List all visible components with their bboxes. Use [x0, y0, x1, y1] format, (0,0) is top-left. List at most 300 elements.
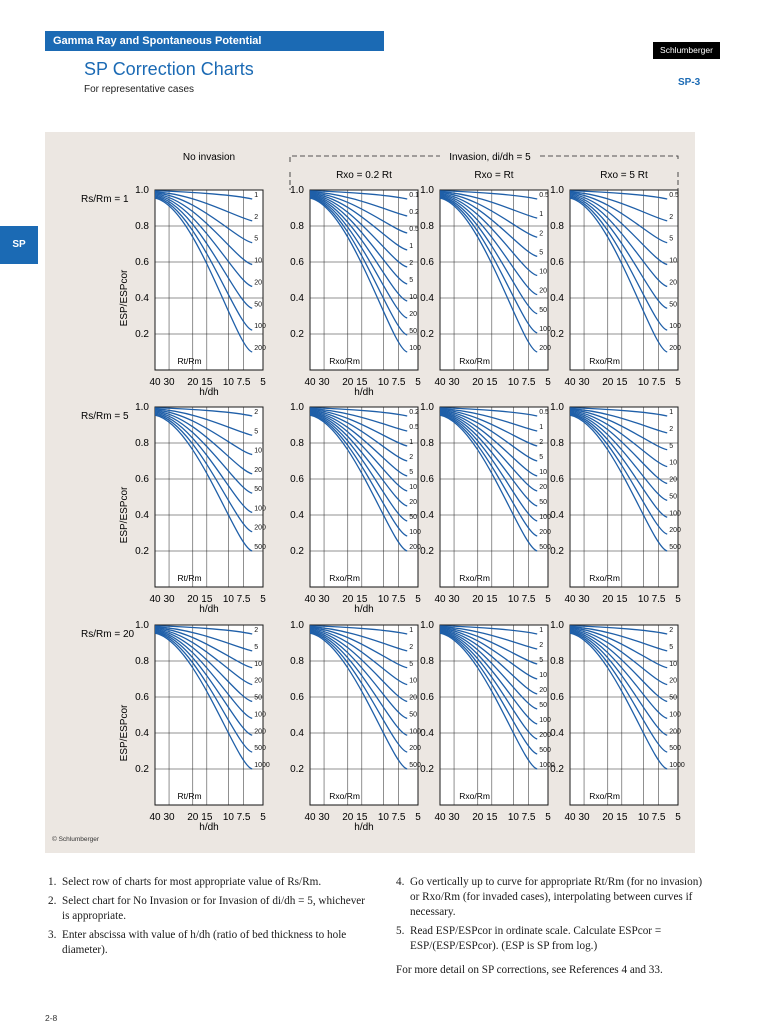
y-tick-label: 0.2	[135, 764, 149, 775]
instruction-text: Read ESP/ESPcor in ordinate scale. Calculate ESPcor = ESP/(ESP/ESPcor). (ESP is SP from log.)	[410, 925, 662, 952]
x-axis-label: h/dh	[199, 822, 219, 833]
curve-label: 50	[669, 493, 677, 501]
y-tick-label: 0.4	[135, 510, 149, 521]
curve-label: 10	[409, 484, 417, 491]
curve-label: 20	[409, 311, 417, 318]
curve-label: 5	[409, 469, 414, 476]
x-tick-label: 10	[222, 812, 235, 823]
parameter-label: Rxo/Rm	[329, 356, 360, 366]
x-tick-label: 40	[149, 812, 161, 823]
x-tick-label: 7.5	[651, 594, 666, 605]
curve-label: 20	[409, 694, 417, 702]
y-tick-label: 0.4	[420, 510, 434, 521]
chart-frame	[310, 190, 418, 370]
curve-label: 5	[254, 428, 259, 436]
page-title: SP Correction Charts	[84, 59, 254, 79]
curve-label: 50	[669, 694, 677, 702]
curve-label: 1	[669, 409, 674, 416]
x-axis-label: h/dh	[199, 387, 219, 398]
x-tick-label: 7.5	[236, 812, 251, 823]
curve-label: 5	[539, 249, 544, 257]
y-tick-label: 0.6	[420, 474, 434, 485]
x-tick-label: 20	[342, 812, 354, 823]
row-label: Rs/Rm = 1	[81, 194, 129, 205]
x-tick-label: 40	[304, 812, 316, 823]
curve-label: 100	[539, 514, 551, 521]
curve-label: 5	[409, 277, 414, 284]
curve-label: 200	[539, 732, 551, 739]
curve-label: 100	[409, 345, 421, 352]
curve-label: 20	[539, 484, 547, 491]
curve-label: 2	[539, 642, 544, 649]
x-tick-label: 7.5	[521, 812, 536, 823]
x-tick-label: 5	[415, 812, 421, 823]
y-tick-label: 1.0	[550, 620, 564, 631]
x-tick-label: 7.5	[521, 377, 536, 388]
curve-label: 10	[254, 660, 262, 668]
x-tick-label: 15	[201, 812, 213, 823]
x-tick-label: 7.5	[391, 377, 406, 388]
y-axis-label: ESP/ESPcor	[119, 269, 130, 327]
x-tick-label: 30	[448, 812, 460, 823]
x-tick-label: 20	[472, 377, 484, 388]
curve-label: 0.2	[409, 209, 419, 216]
y-tick-label: 0.8	[420, 438, 434, 449]
curve-label: 2	[254, 213, 259, 221]
y-tick-label: 1.0	[550, 185, 564, 196]
curve-label: 50	[254, 694, 262, 702]
curve-label: 500	[539, 544, 551, 551]
instruction-text: Select row of charts for most appropriate value of Rs/Rm.	[62, 876, 322, 888]
y-tick-label: 1.0	[420, 402, 434, 413]
y-tick-label: 0.6	[290, 692, 304, 703]
y-tick-label: 0.2	[290, 329, 304, 340]
curve-label: 100	[669, 510, 681, 518]
x-tick-label: 20	[602, 594, 614, 605]
x-tick-label: 7.5	[391, 812, 406, 823]
curve-label: 5	[669, 643, 674, 651]
x-tick-label: 7.5	[236, 594, 251, 605]
header-invasion: Invasion, di/dh = 5	[449, 152, 531, 163]
curve-label: 50	[669, 301, 677, 309]
y-tick-label: 0.2	[135, 546, 149, 557]
instruction-item	[48, 894, 370, 924]
parameter-label: Rxo/Rm	[459, 791, 490, 801]
chart-frame	[570, 190, 678, 370]
x-tick-label: 10	[637, 812, 650, 823]
x-tick-label: 5	[545, 812, 551, 823]
curve-label: 10	[539, 268, 547, 276]
parameter-label: Rxo/Rm	[589, 573, 620, 583]
y-tick-label: 0.2	[290, 764, 304, 775]
curve-label: 500	[669, 544, 681, 551]
x-axis-label: h/dh	[354, 822, 374, 833]
curve-label: 200	[409, 745, 421, 753]
x-tick-label: 5	[675, 812, 681, 823]
x-tick-label: 5	[260, 594, 266, 605]
x-tick-label: 15	[616, 594, 628, 605]
parameter-label: Rxo/Rm	[589, 356, 620, 366]
y-tick-label: 0.4	[550, 293, 564, 304]
y-tick-label: 0.2	[550, 546, 564, 557]
x-tick-label: 7.5	[236, 377, 251, 388]
x-tick-label: 10	[637, 377, 650, 388]
y-tick-label: 0.4	[420, 293, 434, 304]
column-title: Rxo = 0.2 Rt	[336, 170, 392, 181]
curve-label: 500	[669, 745, 681, 753]
curve-label: 10	[254, 447, 262, 455]
curve-label: 100	[254, 323, 266, 331]
curve-label: 50	[254, 301, 262, 309]
curve-label: 1	[539, 627, 544, 634]
curve-label: 5	[669, 235, 674, 243]
x-tick-label: 40	[434, 594, 446, 605]
y-tick-label: 0.2	[290, 546, 304, 557]
curve-label: 5	[254, 235, 259, 243]
curve-label: 0.5	[669, 192, 679, 199]
x-tick-label: 10	[377, 594, 390, 605]
curve-label: 5	[669, 442, 674, 450]
x-tick-label: 20	[187, 812, 199, 823]
y-tick-label: 1.0	[420, 185, 434, 196]
instruction-number: 3.	[48, 929, 57, 941]
curve-label: 50	[409, 514, 417, 521]
x-tick-label: 30	[318, 377, 330, 388]
y-tick-label: 1.0	[135, 402, 149, 413]
x-tick-label: 5	[415, 377, 421, 388]
curve-label: 200	[409, 544, 421, 551]
instruction-text: Select chart for No Invasion or for Invasion of di/dh = 5, whichever is appropriate.	[62, 895, 366, 922]
y-tick-label: 0.8	[420, 221, 434, 232]
curve-label: 0.5	[409, 424, 419, 431]
instruction-item	[48, 875, 370, 890]
curve-label: 500	[539, 747, 551, 754]
x-axis-label: h/dh	[199, 604, 219, 615]
y-tick-label: 0.8	[290, 221, 304, 232]
curve-label: 100	[409, 529, 421, 536]
x-tick-label: 5	[545, 377, 551, 388]
x-tick-label: 30	[318, 812, 330, 823]
y-tick-label: 1.0	[290, 402, 304, 413]
x-tick-label: 30	[163, 377, 175, 388]
curve-label: 1	[409, 439, 414, 446]
curve-label: 10	[669, 459, 677, 467]
curve-label: 10	[669, 660, 677, 668]
x-tick-label: 20	[342, 377, 354, 388]
y-tick-label: 1.0	[135, 185, 149, 196]
x-axis-label: h/dh	[354, 604, 374, 615]
curve-label: 100	[254, 711, 266, 719]
y-tick-label: 0.6	[550, 474, 564, 485]
y-tick-label: 1.0	[420, 620, 434, 631]
y-tick-label: 0.4	[135, 293, 149, 304]
curve-label: 200	[254, 728, 266, 736]
curve-label: 200	[539, 529, 551, 536]
x-tick-label: 20	[602, 377, 614, 388]
chart-code: SP-3	[678, 77, 701, 88]
y-tick-label: 0.6	[420, 692, 434, 703]
curve-label: 500	[409, 762, 421, 769]
curve-label: 10	[539, 672, 547, 679]
instructions-right	[396, 875, 708, 958]
row-label: Rs/Rm = 5	[81, 411, 129, 422]
curve-label: 1	[409, 243, 414, 250]
x-tick-label: 40	[304, 594, 316, 605]
curve-label: 5	[539, 454, 544, 461]
y-tick-label: 0.8	[550, 221, 564, 232]
y-tick-label: 0.4	[550, 728, 564, 739]
y-tick-label: 0.2	[135, 329, 149, 340]
curve-label: 0.1	[409, 192, 419, 199]
curve-label: 2	[539, 230, 544, 238]
curve-label: 2	[669, 213, 674, 221]
curve-label: 50	[539, 306, 547, 314]
y-tick-label: 0.6	[135, 692, 149, 703]
x-tick-label: 30	[578, 812, 590, 823]
y-tick-label: 0.8	[135, 656, 149, 667]
curve-label: 1000	[539, 762, 555, 769]
curve-label: 1	[254, 192, 259, 199]
curve-label: 20	[539, 687, 547, 694]
curve-label: 500	[254, 745, 266, 753]
curve-label: 20	[254, 279, 262, 287]
x-tick-label: 10	[377, 812, 390, 823]
curve-label: 20	[669, 476, 677, 484]
curve-label: 100	[409, 728, 421, 736]
x-tick-label: 30	[318, 594, 330, 605]
y-axis-label: ESP/ESPcor	[119, 486, 130, 544]
x-tick-label: 30	[448, 377, 460, 388]
instruction-number: 4.	[396, 876, 405, 888]
y-tick-label: 0.8	[290, 656, 304, 667]
curve-label: 20	[539, 287, 547, 295]
curve-label: 2	[669, 627, 674, 634]
chart-frame	[310, 407, 418, 587]
curve-label: 200	[669, 527, 681, 535]
x-tick-label: 40	[434, 812, 446, 823]
schlumberger-logo: Schlumberger	[653, 42, 720, 59]
y-tick-label: 1.0	[135, 620, 149, 631]
instruction-item	[48, 928, 370, 958]
curve-label: 200	[539, 345, 551, 352]
x-tick-label: 10	[507, 594, 520, 605]
x-tick-label: 10	[507, 812, 520, 823]
curve-label: 2	[254, 409, 259, 416]
y-tick-label: 0.4	[135, 728, 149, 739]
curve-label: 1000	[669, 762, 685, 769]
y-tick-label: 0.6	[290, 474, 304, 485]
instruction-text: Enter abscissa with value of h/dh (ratio of bed thickness to hole diameter).	[62, 929, 347, 956]
parameter-label: Rxo/Rm	[459, 573, 490, 583]
y-tick-label: 0.6	[550, 257, 564, 268]
x-tick-label: 10	[222, 594, 235, 605]
x-tick-label: 20	[342, 594, 354, 605]
parameter-label: Rxo/Rm	[329, 573, 360, 583]
curve-label: 20	[409, 499, 417, 506]
y-tick-label: 0.8	[420, 656, 434, 667]
x-tick-label: 10	[222, 377, 235, 388]
instruction-number: 2.	[48, 895, 57, 907]
parameter-label: Rt/Rm	[177, 573, 202, 583]
curve-label: 100	[669, 323, 681, 331]
y-tick-label: 0.6	[550, 692, 564, 703]
y-tick-label: 0.2	[420, 329, 434, 340]
chart-frame	[440, 407, 548, 587]
curve-label: 2	[409, 260, 414, 267]
chart-frame	[155, 190, 263, 370]
y-tick-label: 0.6	[290, 257, 304, 268]
curve-label: 5	[254, 643, 259, 651]
section-title-bar: Gamma Ray and Spontaneous Potential	[45, 31, 384, 51]
y-tick-label: 0.8	[550, 656, 564, 667]
y-tick-label: 0.2	[420, 546, 434, 557]
y-tick-label: 0.4	[290, 293, 304, 304]
x-tick-label: 30	[163, 594, 175, 605]
curve-label: 200	[669, 728, 681, 736]
curve-label: 1	[539, 211, 544, 219]
curve-label: 20	[254, 466, 262, 474]
x-tick-label: 15	[486, 594, 498, 605]
x-tick-label: 40	[564, 812, 576, 823]
x-tick-label: 5	[260, 377, 266, 388]
x-tick-label: 5	[545, 594, 551, 605]
curve-label: 50	[539, 702, 547, 709]
x-tick-label: 5	[260, 812, 266, 823]
curve-label: 10	[669, 257, 677, 265]
parameter-label: Rxo/Rm	[329, 791, 360, 801]
curve-label: 2	[254, 627, 259, 634]
curve-label: 50	[539, 499, 547, 506]
x-tick-label: 15	[486, 812, 498, 823]
column-title: Rxo = 5 Rt	[600, 170, 648, 181]
curve-label: 100	[669, 711, 681, 719]
curve-label: 0.5	[539, 409, 549, 416]
y-tick-label: 0.6	[135, 257, 149, 268]
y-tick-label: 0.4	[550, 510, 564, 521]
x-tick-label: 15	[356, 812, 368, 823]
curve-label: 200	[669, 345, 681, 352]
x-tick-label: 7.5	[521, 594, 536, 605]
x-tick-label: 30	[448, 594, 460, 605]
x-tick-label: 15	[616, 812, 628, 823]
x-tick-label: 20	[472, 812, 484, 823]
curve-label: 20	[669, 279, 677, 287]
x-tick-label: 10	[377, 377, 390, 388]
x-tick-label: 7.5	[651, 812, 666, 823]
sp-side-tab[interactable]: SP	[0, 226, 38, 264]
curve-label: 5	[409, 660, 414, 668]
curve-label: 2	[539, 439, 544, 446]
y-tick-label: 0.8	[135, 221, 149, 232]
y-tick-label: 0.8	[550, 438, 564, 449]
curve-label: 1000	[254, 762, 270, 769]
instruction-item	[396, 924, 708, 954]
instruction-item	[396, 875, 708, 920]
x-tick-label: 15	[356, 377, 368, 388]
curve-label: 2	[669, 425, 674, 433]
x-tick-label: 20	[472, 594, 484, 605]
x-tick-label: 40	[304, 377, 316, 388]
curve-label: 10	[539, 469, 547, 476]
curve-label: 100	[539, 717, 551, 724]
x-tick-label: 40	[564, 377, 576, 388]
x-tick-label: 40	[149, 594, 161, 605]
x-tick-label: 7.5	[651, 377, 666, 388]
curve-label: 1	[539, 424, 544, 431]
x-tick-label: 10	[637, 594, 650, 605]
x-tick-label: 7.5	[391, 594, 406, 605]
x-tick-label: 15	[616, 377, 628, 388]
x-tick-label: 15	[356, 594, 368, 605]
curve-label: 100	[254, 505, 266, 513]
curve-label: 50	[409, 328, 417, 335]
x-tick-label: 5	[675, 594, 681, 605]
x-tick-label: 30	[578, 594, 590, 605]
x-tick-label: 15	[486, 377, 498, 388]
curve-label: 0.2	[409, 409, 419, 416]
x-tick-label: 20	[187, 377, 199, 388]
y-tick-label: 0.2	[550, 764, 564, 775]
y-tick-label: 0.2	[420, 764, 434, 775]
parameter-label: Rt/Rm	[177, 791, 202, 801]
page-number: 2-8	[45, 1013, 58, 1023]
x-tick-label: 40	[564, 594, 576, 605]
curve-label: 50	[409, 711, 417, 719]
column-title: Rxo = Rt	[474, 170, 514, 181]
curve-label: 500	[254, 544, 266, 551]
x-tick-label: 40	[149, 377, 161, 388]
curve-label: 10	[254, 257, 262, 265]
y-tick-label: 0.4	[420, 728, 434, 739]
instruction-number: 1.	[48, 876, 57, 888]
y-tick-label: 0.4	[290, 728, 304, 739]
y-tick-label: 1.0	[290, 620, 304, 631]
curve-label: 10	[409, 294, 417, 301]
parameter-label: Rxo/Rm	[459, 356, 490, 366]
x-tick-label: 20	[187, 594, 199, 605]
instruction-text: Go vertically up to curve for appropriate Rt/Rm (for no invasion) or Rxo/Rm (for invaded cases), interpolating between curves if necessary.	[410, 876, 703, 918]
curve-label: 10	[409, 677, 417, 685]
x-tick-label: 40	[434, 377, 446, 388]
x-tick-label: 5	[415, 594, 421, 605]
x-axis-label: h/dh	[354, 387, 374, 398]
more-detail-note: For more detail on SP corrections, see References 4 and 33.	[396, 964, 663, 976]
curve-label: 2	[409, 643, 414, 651]
copyright: © Schlumberger	[52, 836, 100, 843]
x-tick-label: 30	[578, 377, 590, 388]
y-tick-label: 1.0	[290, 185, 304, 196]
curve-label: 200	[254, 524, 266, 532]
sp-correction-charts	[45, 132, 695, 853]
curve-label: 0.5	[409, 226, 419, 233]
y-tick-label: 0.8	[135, 438, 149, 449]
y-axis-label: ESP/ESPcor	[119, 704, 130, 762]
x-tick-label: 30	[163, 812, 175, 823]
curve-label: 2	[409, 454, 414, 461]
curve-label: 20	[669, 677, 677, 685]
curve-label: 50	[254, 486, 262, 494]
chart-frame	[440, 625, 548, 805]
y-tick-label: 0.6	[135, 474, 149, 485]
parameter-label: Rt/Rm	[177, 356, 202, 366]
y-tick-label: 1.0	[550, 402, 564, 413]
x-tick-label: 5	[675, 377, 681, 388]
curve-label: 100	[539, 325, 551, 333]
curve-label: 200	[254, 345, 266, 352]
x-tick-label: 15	[201, 594, 213, 605]
header-no-invasion: No invasion	[182, 152, 236, 163]
y-tick-label: 0.4	[290, 510, 304, 521]
